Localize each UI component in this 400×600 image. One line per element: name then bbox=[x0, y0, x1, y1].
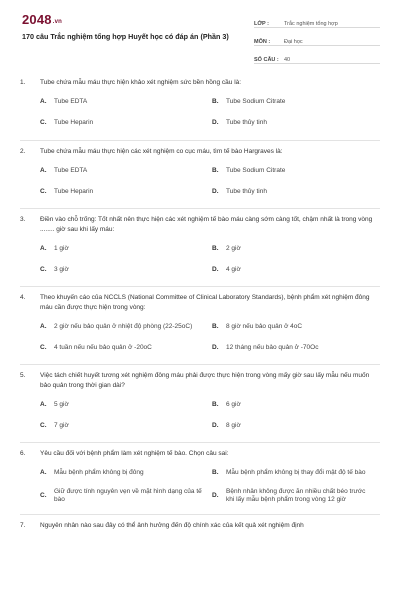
option-d[interactable] bbox=[212, 419, 382, 433]
question-7 bbox=[0, 521, 400, 531]
option-a[interactable] bbox=[40, 164, 212, 178]
option-text: Tube Sodium Citrate bbox=[226, 98, 286, 106]
option-text: Mẫu bệnh phẩm không bị đông bbox=[54, 469, 144, 477]
question-divider bbox=[20, 364, 380, 371]
option-letter: A. bbox=[40, 244, 47, 252]
question-divider bbox=[20, 208, 380, 215]
option-text: 1 giờ bbox=[54, 244, 69, 252]
option-text: 12 tháng nếu bảo quản ở -70Oc bbox=[226, 343, 319, 351]
question-text: Nguyên nhân nào sau đây có thể ảnh hưởng đến độ chính xác của kết quả xét nghiệm định bbox=[40, 521, 304, 529]
question-list bbox=[0, 78, 400, 530]
option-letter: C. bbox=[40, 265, 47, 273]
option-letter: B. bbox=[212, 244, 219, 252]
logo-main: 2048 bbox=[22, 12, 52, 27]
option-d[interactable] bbox=[212, 488, 382, 505]
meta-label: MÔN : bbox=[254, 39, 271, 45]
option-letter: D. bbox=[212, 491, 219, 499]
option-text: 8 giờ nếu bảo quản ở 4oC bbox=[226, 322, 303, 330]
answer-options bbox=[40, 164, 400, 206]
answer-options bbox=[40, 320, 400, 362]
option-text: Tube EDTA bbox=[54, 166, 88, 174]
option-b[interactable] bbox=[212, 467, 382, 481]
question-text: Điền vào chỗ trống: Tốt nhất nên thực hiện các xét nghiệm tế bào máu càng sớm càng tốt, chậm nhất là trong vòng ........ giờ sau khi lấy máu: bbox=[40, 216, 373, 233]
option-b[interactable] bbox=[212, 96, 382, 110]
meta-label: SỐ CÂU : bbox=[254, 57, 279, 63]
option-letter: C. bbox=[40, 187, 47, 195]
document-title: 170 câu Trắc nghiệm tổng hợp Huyết học có đáp án (Phần 3) bbox=[22, 32, 229, 41]
option-letter: A. bbox=[40, 98, 47, 106]
option-d[interactable] bbox=[212, 263, 382, 277]
option-text: 6 giờ bbox=[226, 400, 241, 408]
question-divider bbox=[20, 140, 380, 147]
option-letter: C. bbox=[40, 421, 47, 429]
option-letter: D. bbox=[212, 343, 219, 351]
question-number: 2. bbox=[20, 147, 26, 155]
logo-suffix: .vn bbox=[52, 19, 63, 25]
meta-value: Trắc nghiệm tổng hợp bbox=[284, 21, 338, 27]
meta-value: Đại học bbox=[284, 39, 303, 45]
option-text: Tube Heparin bbox=[54, 119, 94, 127]
option-text: Giữ được tính nguyên vẹn về mặt hình dạng của tế bào bbox=[54, 487, 202, 504]
option-letter: A. bbox=[40, 166, 47, 174]
option-text: 2 giờ bbox=[226, 244, 241, 252]
option-letter: A. bbox=[40, 400, 47, 408]
meta-class-row bbox=[254, 14, 380, 28]
question-4 bbox=[0, 293, 400, 371]
question-number: 1. bbox=[20, 79, 26, 86]
option-letter: D. bbox=[212, 119, 219, 127]
option-c[interactable] bbox=[40, 341, 212, 355]
answer-options bbox=[40, 242, 400, 284]
option-c[interactable] bbox=[40, 263, 212, 277]
option-a[interactable] bbox=[40, 398, 212, 412]
option-b[interactable] bbox=[212, 398, 382, 412]
option-text: Bệnh nhân không được ăn nhiều chất béo trước khi lấy mẫu bệnh phẩm trong vòng 12 giờ bbox=[226, 487, 366, 504]
question-1 bbox=[0, 78, 400, 147]
question-divider bbox=[20, 442, 380, 449]
option-b[interactable] bbox=[212, 164, 382, 178]
option-letter: C. bbox=[40, 119, 47, 127]
option-text: 5 giờ bbox=[54, 400, 69, 408]
option-letter: B. bbox=[212, 98, 219, 106]
option-c[interactable] bbox=[40, 488, 212, 505]
question-divider bbox=[20, 286, 380, 293]
option-text: 2 giờ nếu bảo quản ở nhiệt độ phòng (22-25oC) bbox=[54, 322, 193, 330]
question-number: 3. bbox=[20, 216, 26, 223]
option-c[interactable] bbox=[40, 117, 212, 131]
option-c[interactable] bbox=[40, 185, 212, 199]
option-a[interactable] bbox=[40, 467, 212, 481]
question-3 bbox=[0, 215, 400, 293]
document-meta bbox=[254, 14, 380, 68]
option-text: 4 giờ bbox=[226, 265, 241, 273]
site-logo[interactable] bbox=[22, 12, 62, 27]
option-text: 8 giờ bbox=[226, 421, 241, 429]
option-d[interactable] bbox=[212, 341, 382, 355]
option-b[interactable] bbox=[212, 320, 382, 334]
option-letter: D. bbox=[212, 421, 219, 429]
option-letter: D. bbox=[212, 265, 219, 273]
question-5 bbox=[0, 371, 400, 449]
option-text: Mẫu bệnh phẩm không bị thay đổi mật độ tế bào bbox=[226, 469, 366, 477]
question-6 bbox=[0, 449, 400, 521]
meta-subject-row bbox=[254, 32, 380, 46]
option-text: Tube Heparin bbox=[54, 187, 94, 195]
option-letter: D. bbox=[212, 187, 219, 195]
option-letter: C. bbox=[40, 491, 47, 499]
question-number: 4. bbox=[20, 294, 26, 301]
question-2 bbox=[0, 147, 400, 216]
answer-options bbox=[40, 398, 400, 440]
option-letter: B. bbox=[212, 469, 219, 477]
question-number: 7. bbox=[20, 521, 26, 529]
question-text: Việc tách chiết huyết tương xét nghiệm đông máu phải được thực hiện trong vòng mấy giờ sau lấy mẫu nếu muốn bảo quản trong thời gian dài? bbox=[40, 372, 370, 389]
option-text: Tube thủy tinh bbox=[226, 187, 267, 195]
question-number: 6. bbox=[20, 450, 26, 457]
option-text: Tube thủy tinh bbox=[226, 119, 267, 127]
option-letter: B. bbox=[212, 166, 219, 174]
meta-label: LỚP : bbox=[254, 21, 269, 27]
option-letter: A. bbox=[40, 322, 47, 330]
option-letter: A. bbox=[40, 469, 47, 477]
question-text: Theo khuyến cáo của NCCLS (National Committee of Clinical Laboratory Standards), bệnh phẩm xét nghiệm đông máu cần được thực hiện trong vòng: bbox=[40, 294, 370, 311]
option-letter: C. bbox=[40, 343, 47, 351]
option-text: Tube EDTA bbox=[54, 98, 88, 106]
meta-value: 40 bbox=[284, 57, 291, 63]
document-header bbox=[0, 0, 400, 64]
option-b[interactable] bbox=[212, 242, 382, 256]
option-a[interactable] bbox=[40, 242, 212, 256]
answer-options bbox=[40, 96, 400, 138]
option-text: Tube Sodium Citrate bbox=[226, 166, 286, 174]
question-divider bbox=[20, 514, 380, 521]
question-text: Tube chứa mẫu máu thực hiện khảo xét nghiệm sức bền hồng cầu là: bbox=[40, 79, 242, 86]
question-number: 5. bbox=[20, 372, 26, 379]
option-a[interactable] bbox=[40, 96, 212, 110]
option-letter: B. bbox=[212, 400, 219, 408]
option-text: 7 giờ bbox=[54, 421, 69, 429]
answer-options bbox=[40, 467, 400, 512]
option-text: 4 tuần nếu nếu bảo quản ở -20oC bbox=[54, 343, 152, 351]
question-text: Tube chứa mẫu máu thực hiện các xét nghiệm co cục máu, tìm tế bào Hargraves là: bbox=[40, 147, 283, 155]
option-letter: B. bbox=[212, 322, 219, 330]
meta-count-row bbox=[254, 50, 380, 64]
option-text: 3 giờ bbox=[54, 265, 69, 273]
option-d[interactable] bbox=[212, 117, 382, 131]
option-d[interactable] bbox=[212, 185, 382, 199]
option-c[interactable] bbox=[40, 419, 212, 433]
option-a[interactable] bbox=[40, 320, 212, 334]
question-text: Yêu cầu đối với bệnh phẩm làm xét nghiệm tế bào. Chọn câu sai: bbox=[40, 450, 229, 457]
